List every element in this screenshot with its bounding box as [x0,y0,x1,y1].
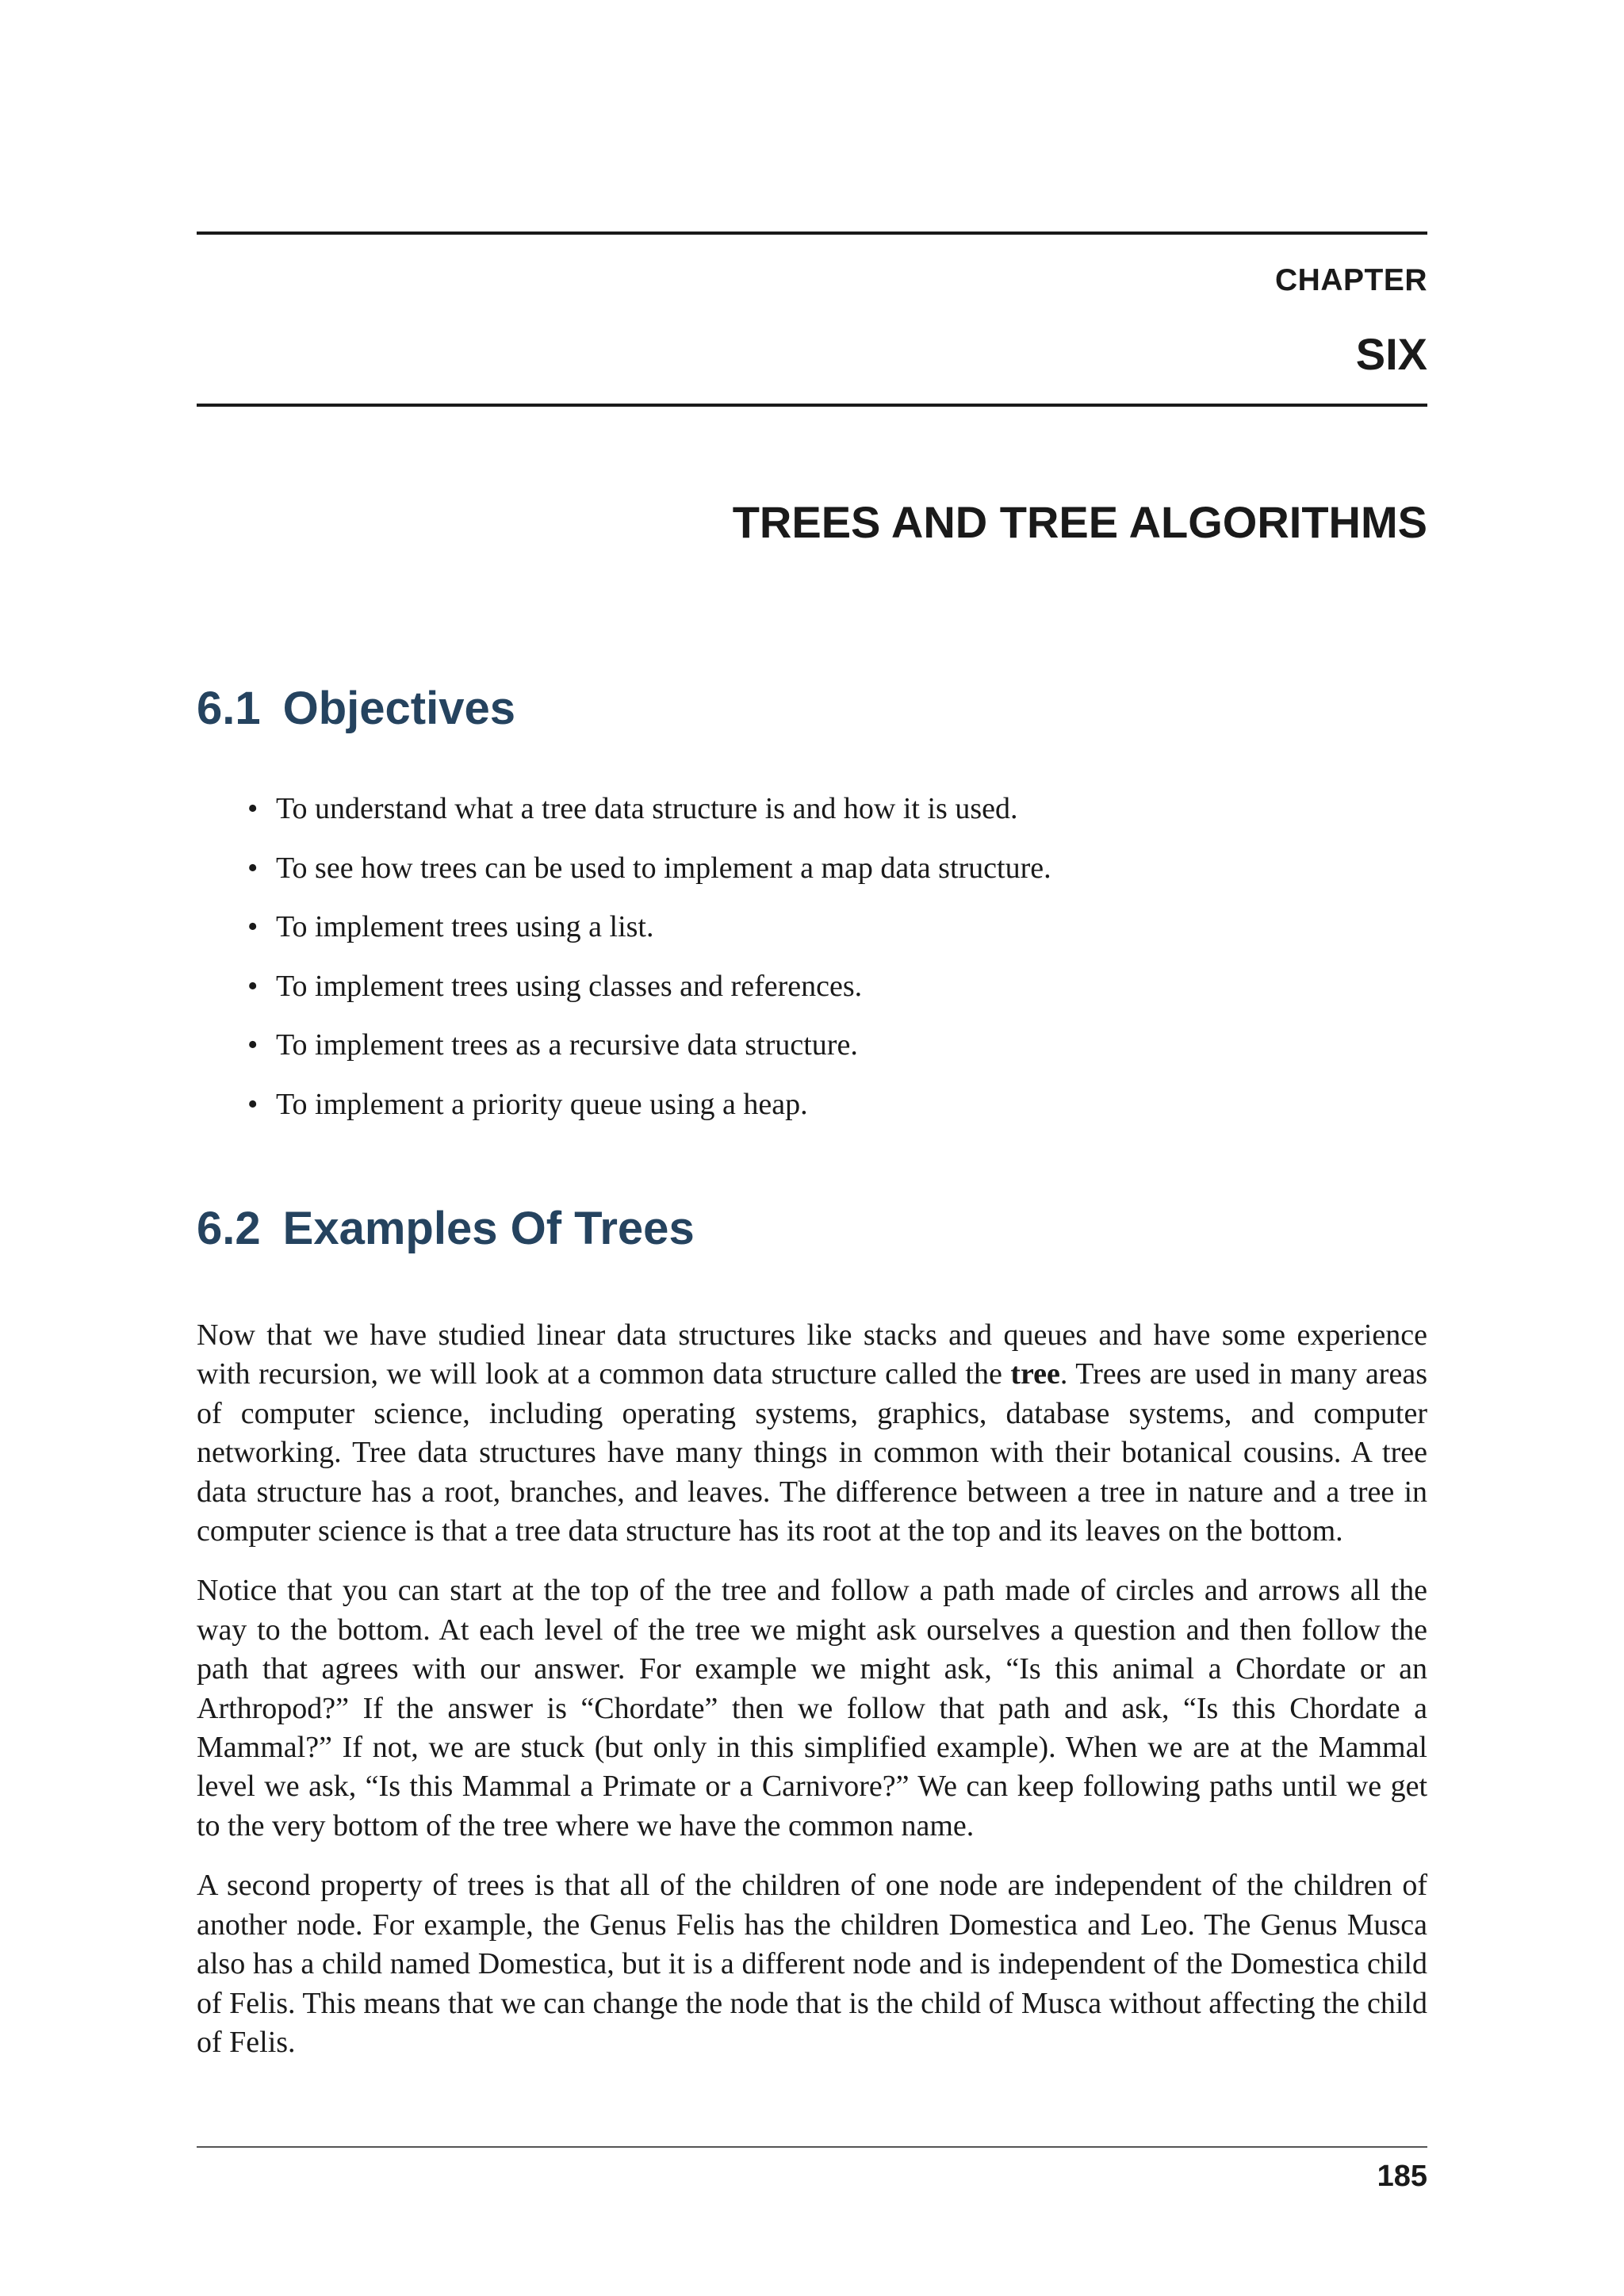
list-item-text: To implement trees using classes and references. [276,969,863,1003]
section-heading-objectives [197,682,515,735]
section-number: 6.1 [197,683,261,734]
paragraph-intro [197,1316,1427,1551]
paragraph-text: . Trees are used in many areas of computer science, including operating systems, graphics, database systems, and computer networking. Tree data structures have many things in common with their botanical cousins. A tree data structure has a root, branches, and leaves. The difference between a tree in nature and a tree in computer science is that a tree data structure has its root at the top and its leaves on the bottom. [197,1357,1427,1548]
section-number: 6.2 [197,1203,261,1254]
paragraph-path-example: Notice that you can start at the top of the tree and follow a path made of circles and arrows all the way to the bottom. At each level of the tree we might ask ourselves a question and then follow the path that agrees with our answer. For example we might ask, “Is this animal a Chordate or an Arthropod?” If the answer is “Chordate” then we follow that path and ask, “Is this Chordate a Mammal?” If not, we are stuck (but only in this simplified example). When we are at the Mammal level we ask, “Is this Mammal a Primate or a Carnivore?” We can keep following paths until we get to the very bottom of the tree where we have the common name. [197,1574,1427,1843]
bullet-icon: • [247,792,259,825]
chapter-label: CHAPTER [1274,263,1427,297]
bullet-icon: • [247,969,259,1003]
page-number: 185 [1377,2160,1427,2193]
bullet-icon: • [247,851,259,885]
section-title: Objectives [282,683,516,734]
bullet-icon: • [247,1028,259,1062]
list-item [236,851,1410,886]
section-title: Examples Of Trees [282,1203,695,1254]
section-heading-examples-of-trees [197,1202,695,1255]
list-item-text: To implement trees using a list. [276,910,654,943]
objectives-list [236,791,1410,1146]
chapter-number: SIX [1355,329,1427,379]
list-item-text: To see how trees can be used to implement a map data structure. [276,851,1051,885]
list-item-text: To implement a priority queue using a heap. [276,1087,808,1121]
chapter-bottom-rule [197,404,1427,407]
list-item [236,969,1410,1004]
bullet-icon: • [247,1087,259,1121]
list-item [236,1027,1410,1062]
list-item [236,909,1410,944]
section-body [197,1316,1427,2083]
paragraph-independence: A second property of trees is that all of the children of one node are independent of the children of another node. For example, the Genus Felis has the children Domestica and Leo. The Genus Musca also has a child named Domestica, but it is a different node and is independent of the Domestica child of Felis. This means that we can change the node that is the child of Musca without affecting the child of Felis. [197,1869,1427,2059]
chapter-title: TREES AND TREE ALGORITHMS [732,497,1427,547]
list-item-text: To understand what a tree data structure is and how it is used. [276,792,1018,825]
chapter-top-rule [197,232,1427,235]
list-item-text: To implement trees as a recursive data structure. [276,1028,858,1062]
bullet-icon: • [247,910,259,943]
paragraph-text: Now that we have studied linear data structures like stacks and queues and have some experience with recursion, we will look at a common data structure called the [197,1318,1427,1391]
list-item [236,1087,1410,1122]
term-tree: tree [1010,1357,1060,1391]
list-item [236,791,1410,826]
footer-rule [197,2146,1427,2148]
